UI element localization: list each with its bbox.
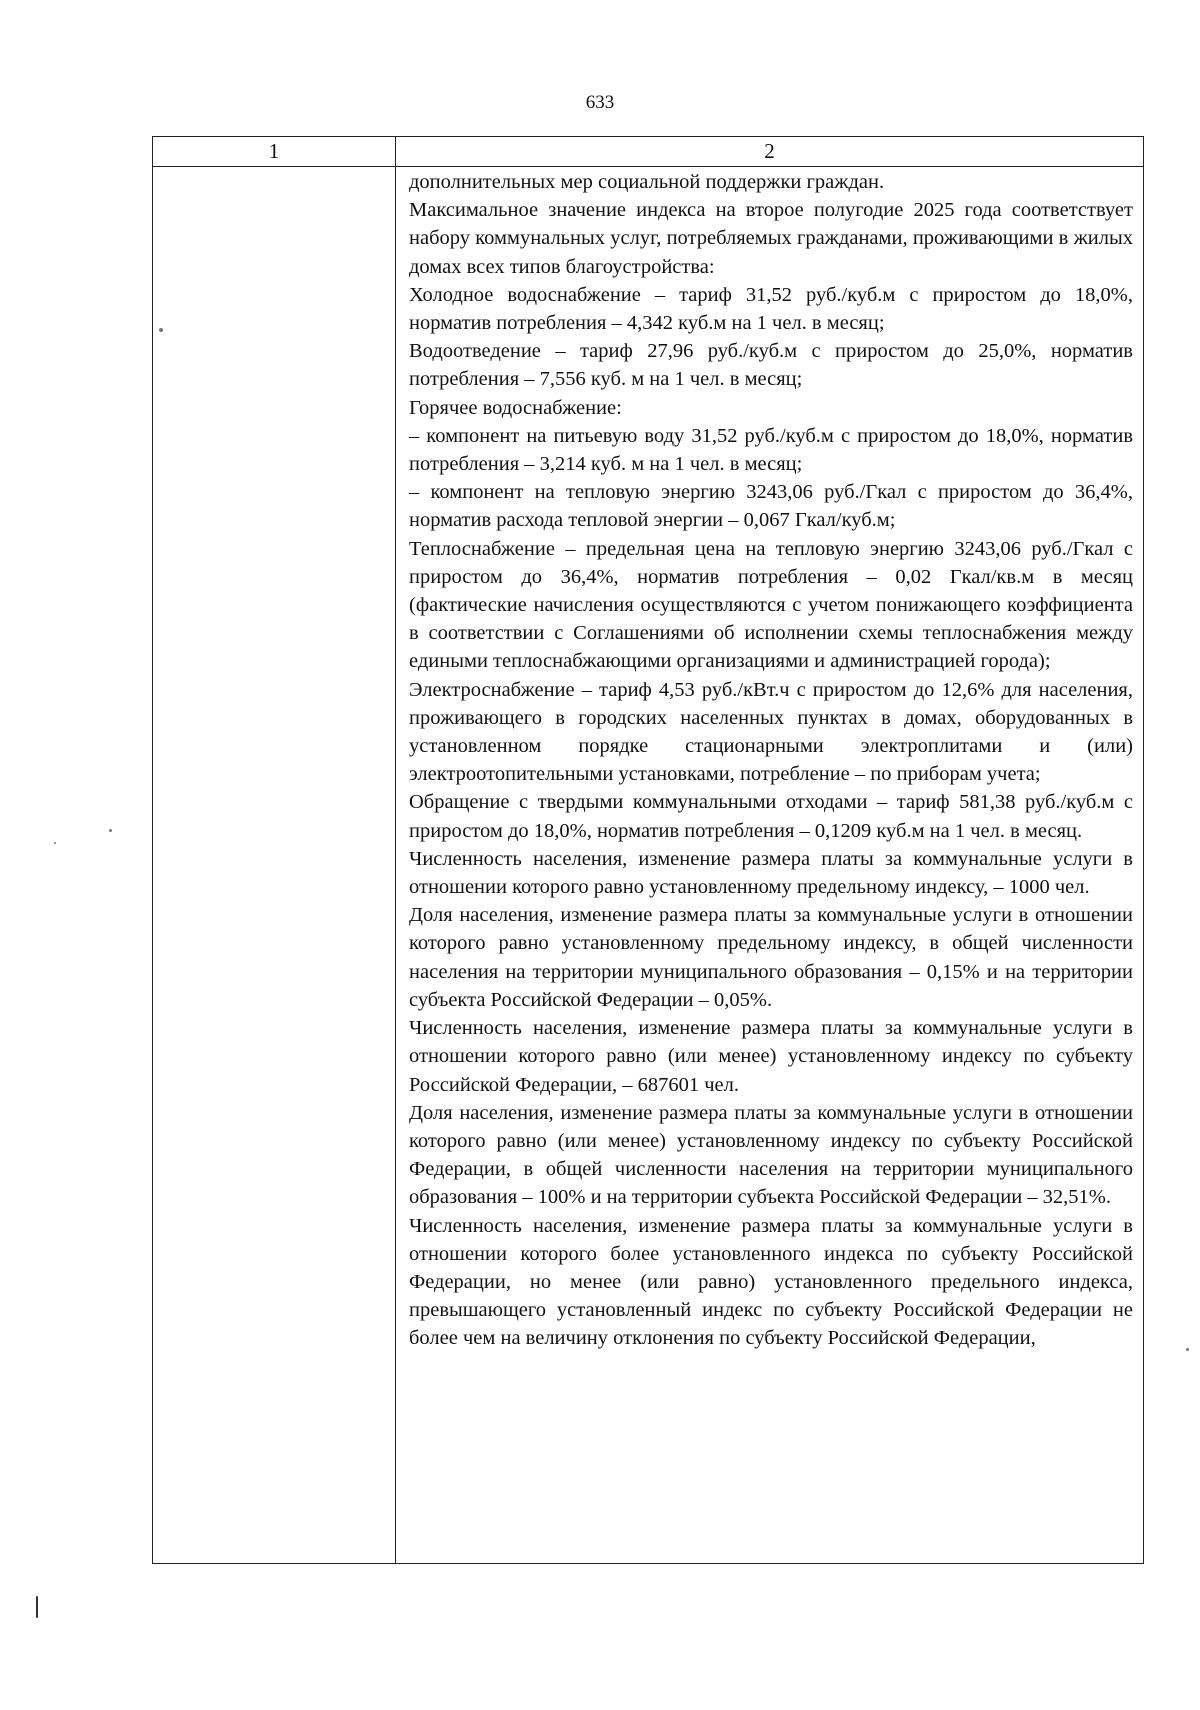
paragraph-share-equal: Доля населения, изменение размера платы за коммунальные услуги в отношении которого равно установленному предельному индексу, в общей численности населения на территории муниципального образования – 0,15% и на территории субъекта Российской Федерации – 0,05%. — [409, 904, 1133, 1011]
column-divider — [395, 137, 396, 1563]
paragraph-heat-supply: Теплоснабжение – предельная цена на тепловую энергию 3243,06 руб./Гкал с приростом до 36,4%, норматив потребления – 0,02 Гкал/кв.м в месяц (фактические начисления осуществляются с учетом понижающего коэффициента в соответствии с Соглашениями об исполнении схемы теплоснабжения между едиными теплоснабжающими организациями и администрацией города); — [409, 537, 1133, 673]
paragraph-population-equal: Численность населения, изменение размера платы за коммунальные услуги в отношении которого равно установленному предельному индексу, – 1000 чел. — [409, 847, 1133, 899]
column-2-cell — [409, 168, 1133, 1563]
paragraph-electricity: Электроснабжение – тариф 4,53 руб./кВт.ч с приростом до 12,6% для населения, проживающего в городских населенных пунктах в домах, оборудованных в установленном порядке стационарными электроплитами и (или) электроотопительными установками, потребление – по приборам учета; — [409, 678, 1133, 786]
table-header-row — [153, 137, 1143, 167]
paragraph-population-above: Численность населения, изменение размера платы за коммунальные услуги в отношении которого более установленного индекса по субъекту Российской Федерации, но менее (или равно) установленного предельного индекса, превышающего установленный индекс по субъекту Российской Федерации не более чем на величину отклонения по субъекту Российской Федерации, — [409, 1214, 1133, 1350]
paragraph-cold-water: Холодное водоснабжение – тариф 31,52 руб./куб.м с приростом до 18,0%, норматив потребления – 4,342 куб.м на 1 чел. в месяц; — [409, 283, 1133, 335]
scan-speck — [36, 1596, 38, 1618]
paragraph-solid-waste: Обращение с твердыми коммунальными отходами – тариф 581,38 руб./куб.м с приростом до 18,0%, норматив потребления – 0,1209 куб.м на 1 чел. в месяц. — [409, 791, 1133, 842]
scan-speck — [54, 842, 56, 844]
document-table — [152, 136, 1144, 1564]
scan-speck — [109, 829, 112, 832]
paragraph-hot-water-heading: Горячее водоснабжение: — [409, 396, 622, 419]
paragraph-hot-water-thermal: – компонент на тепловую энергию 3243,06 руб./Гкал с приростом до 36,4%, норматив расхода тепловой энергии – 0,067 Гкал/куб.м; — [409, 481, 1133, 532]
page-number: 633 — [585, 92, 615, 113]
paragraph-hot-water-drinking: – компонент на питьевую воду 31,52 руб./куб.м с приростом до 18,0%, норматив потребления – 3,214 куб. м на 1 чел. в месяц; — [409, 424, 1133, 476]
scan-speck — [1186, 1348, 1189, 1351]
paragraph-share-subject: Доля населения, изменение размера платы за коммунальные услуги в отношении которого равно (или менее) установленному индексу по субъекту Российской Федерации, в общей численности населения на территории муниципального образования – 100% и на территории субъекта Российской Федерации – 32,51%. — [409, 1101, 1133, 1209]
paragraph-max-index: Максимальное значение индекса на второе полугодие 2025 года соответствует набору коммунальных услуг, потребляемых гражданами, проживающими в жилых домах всех типов благоустройства: — [409, 199, 1133, 278]
paragraph-wastewater: Водоотведение – тариф 27,96 руб./куб.м с приростом до 25,0%, норматив потребления – 7,556 куб. м на 1 чел. в месяц; — [409, 340, 1133, 391]
column-1-header: 1 — [268, 139, 280, 163]
paragraph-social-support: дополнительных мер социальной поддержки граждан. — [409, 171, 885, 193]
paragraph-population-subject: Численность населения, изменение размера платы за коммунальные услуги в отношении которого равно (или менее) установленному индексу по субъекту Российской Федерации, – 687601 чел. — [409, 1017, 1133, 1096]
column-1-cell — [153, 167, 395, 1563]
column-2-header: 2 — [764, 139, 775, 163]
scan-speck — [159, 328, 163, 332]
